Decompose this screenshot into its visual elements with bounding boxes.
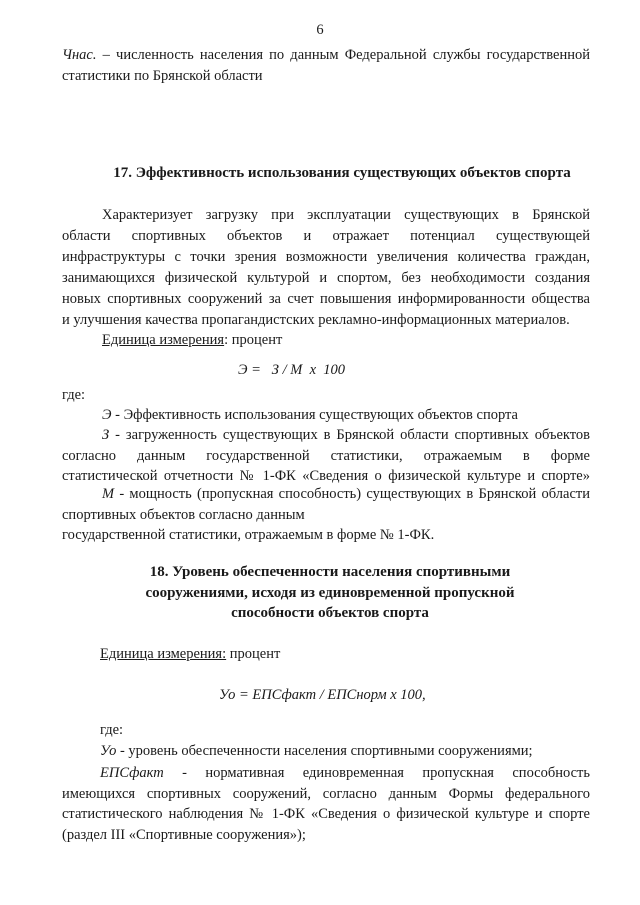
def-eps-line-2: имеющихся спортивных сооружений, согласно данным Формы федерального bbox=[62, 785, 590, 802]
definition-eps bbox=[62, 763, 590, 845]
section-17-where: где: bbox=[62, 387, 86, 403]
def-e-text: - Эффективность использования существующих объектов спорта bbox=[111, 407, 518, 423]
section-18-formula: Уо = ЕПСфакт / ЕПСнорм х 100, bbox=[219, 687, 426, 703]
intro-line-1 bbox=[62, 45, 590, 66]
def-z-line-2: согласно данным государственной статистики, отражаемым в форме bbox=[62, 447, 590, 464]
def-eps-line-3: статистического наблюдения № 1-ФК «Сведения о физической культуре и спорте bbox=[62, 806, 590, 822]
definition-z bbox=[62, 425, 590, 487]
para-line-5: новых спортивных сооружений за счет повышения информированности общества bbox=[62, 291, 590, 307]
def-m-line-1 bbox=[62, 484, 590, 505]
intro-line-2: статистики по Брянской области bbox=[62, 68, 263, 84]
section-18-title-line-1: 18. Уровень обеспеченности населения спортивными bbox=[149, 564, 511, 580]
intro-definition bbox=[62, 45, 590, 66]
def-e-symbol: Э bbox=[102, 407, 112, 423]
section-18-where: где: bbox=[100, 722, 124, 738]
def-uo-symbol: Уо bbox=[100, 743, 117, 759]
def-z-symbol: З bbox=[102, 427, 110, 443]
def-m-line-2: спортивных объектов согласно данным bbox=[62, 506, 305, 523]
intro-line1-text: – численность населения по данным Федеральной службы государственной bbox=[96, 47, 590, 63]
section-18-title-line-3: способности объектов спорта bbox=[231, 605, 429, 621]
unit-value-18: процент bbox=[226, 646, 281, 662]
def-z-line-1 bbox=[62, 425, 590, 446]
para-line-6: и улучшения качества пропагандистских рекламно-информационных материалов. bbox=[62, 312, 570, 328]
def-eps-line-1 bbox=[62, 763, 590, 784]
para-line-4: занимающихся физической культурой и спортом, без необходимости создания bbox=[62, 270, 590, 286]
para-line-3: инфраструктуры с точки зрения возможности увеличения количества граждан, bbox=[62, 249, 590, 265]
section-17-paragraph bbox=[62, 205, 590, 331]
intro-term: Чнас. bbox=[62, 47, 97, 63]
section-18-title-line-2: сооружениями, исходя из единовременной пропускной bbox=[145, 584, 515, 601]
def-m-line-3: государственной статистики, отражаемым в форме № 1-ФК. bbox=[62, 527, 435, 543]
section-17-unit bbox=[102, 330, 282, 351]
def-eps-line-4: (раздел III «Спортивные сооружения»); bbox=[62, 826, 306, 843]
section-18-title bbox=[100, 562, 560, 624]
definition-m bbox=[62, 484, 590, 546]
def-eps-symbol: ЕПСфакт bbox=[100, 765, 164, 781]
unit-value: : процент bbox=[224, 332, 283, 348]
def-m-symbol: М bbox=[102, 486, 115, 502]
section-17-formula: Э = З / М х 100 bbox=[238, 362, 346, 378]
def-z-line-3: статистической отчетности № 1-ФК «Сведения о физической культуре и спорте» bbox=[62, 468, 590, 484]
def-eps-line1-text: - нормативная единовременная пропускная способность bbox=[163, 765, 590, 781]
section-17-title: 17. Эффективность использования существующих объектов спорта bbox=[113, 165, 571, 181]
section-18-unit bbox=[100, 644, 280, 665]
para-line-1: Характеризует загрузку при эксплуатации существующих в Брянской bbox=[102, 207, 590, 223]
def-z-line1-text: - загруженность существующих в Брянской области спортивных объектов bbox=[109, 427, 590, 443]
unit-label: Единица измерения bbox=[102, 332, 225, 348]
para-line-2: области спортивных объектов и отражает потенциал существующей bbox=[62, 228, 590, 244]
definition-e bbox=[102, 405, 518, 426]
definition-uo bbox=[100, 741, 533, 762]
page-number: 6 bbox=[316, 22, 324, 38]
unit-label-18: Единица измерения: bbox=[100, 646, 227, 662]
def-uo-text: - уровень обеспеченности населения спортивными сооружениями; bbox=[116, 743, 533, 759]
def-m-line1-text: - мощность (пропускная способность) существующих в Брянской области bbox=[114, 486, 590, 502]
